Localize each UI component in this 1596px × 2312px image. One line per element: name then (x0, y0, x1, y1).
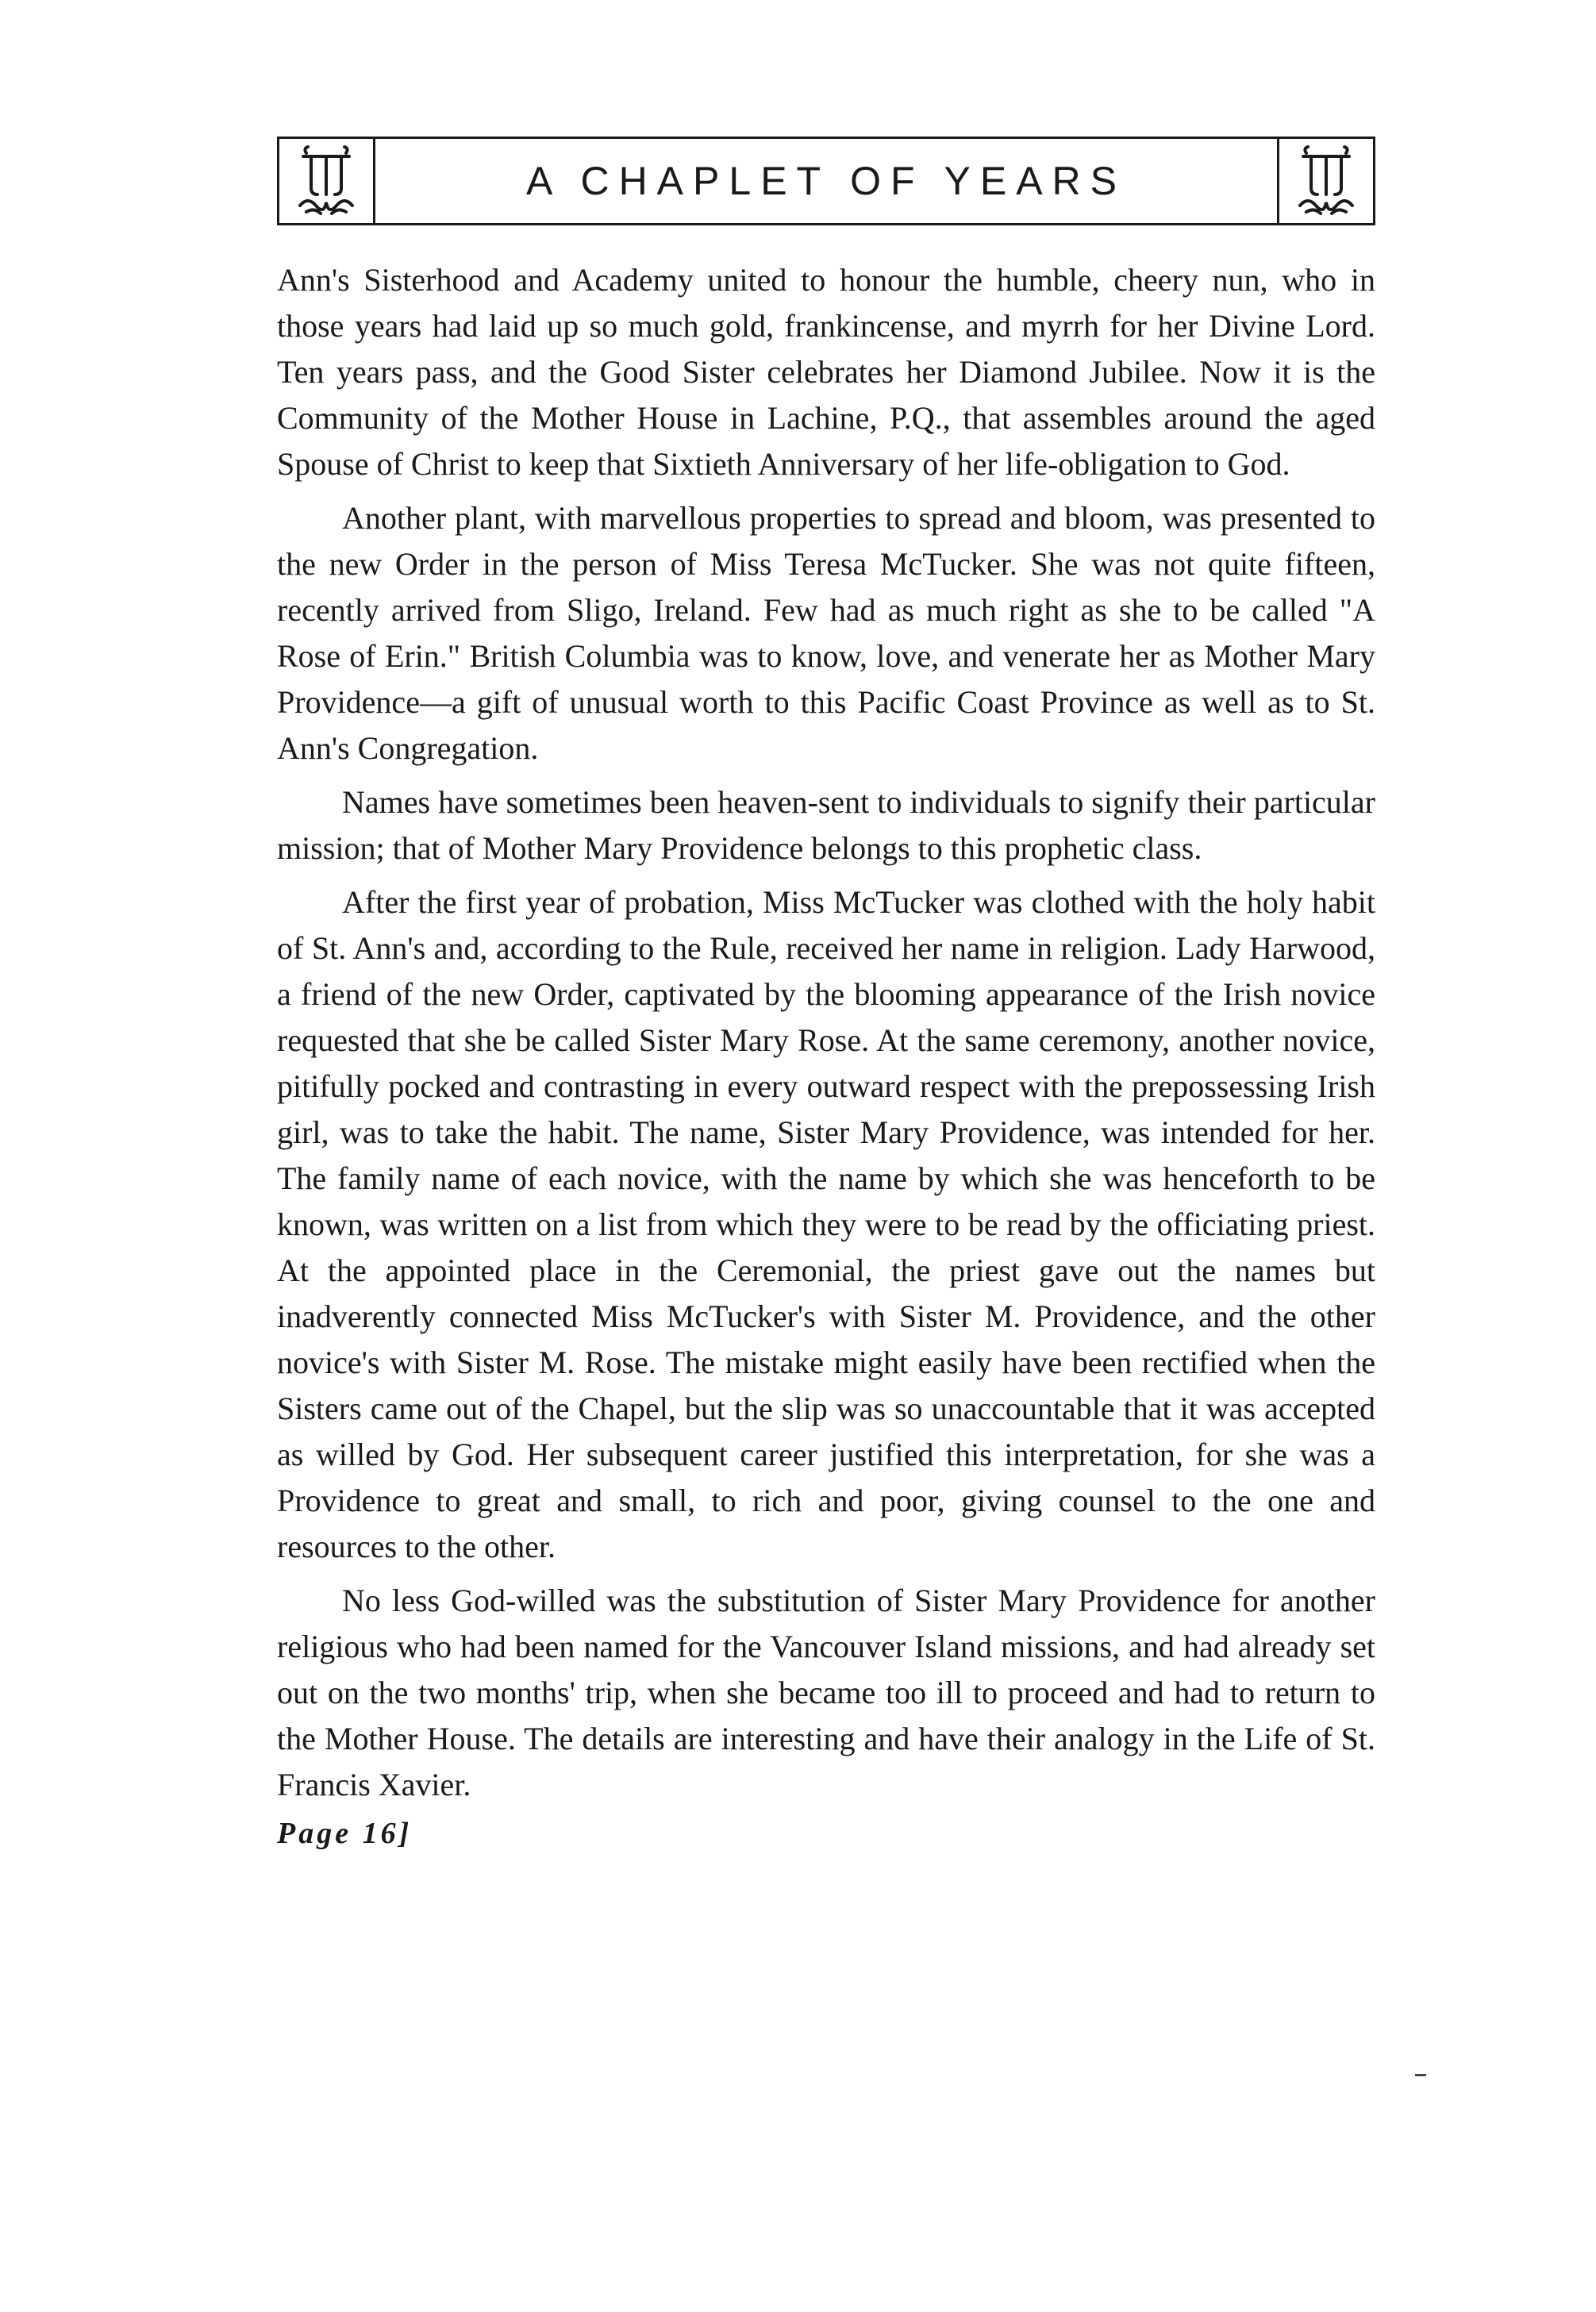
right-ornament-box (1277, 137, 1375, 225)
book-page (277, 137, 1375, 1851)
margin-dash (1415, 2074, 1426, 2076)
monogram-ornament-icon (1279, 139, 1373, 223)
body-text (277, 257, 1375, 1808)
running-head-title: A CHAPLET OF YEARS (525, 159, 1126, 203)
paragraph-5: No less God-willed was the substitution of Sister Mary Providence for another religious who had been named for the Vancouver Island missions, and had already set out on the two months' trip, when she became too ill to proceed and had to return to the Mother House. The details are interesting and have their analogy in the Life of St. Francis Xavier. (277, 1583, 1375, 1802)
paragraph-2: Another plant, with marvellous properties to spread and bloom, was presented to the new Order in the person of Miss Teresa McTucker. She was not quite fifteen, recently arrived from Sligo, Ireland. Few had as much right as she to be called "A Rose of Erin." British Columbia was to know, love, and venerate her as Mother Mary Providence—a gift of unusual worth to this Pacific Coast Province as well as to St. Ann's Congregation. (277, 500, 1375, 766)
page-number: Page 16] (277, 1817, 413, 1850)
paragraph-4: After the first year of probation, Miss McTucker was clothed with the holy habit of St. Ann's and, according to the Rule, received her name in religion. Lady Harwood, a friend of the new Order, captivated by the blooming appearance of the Irish novice requested that she be called Sister Mary Rose. At the same ceremony, another novice, pitifully pocked and contrasting in every outward respect with the prepossessing Irish girl, was to take the habit. The name, Sister Mary Providence, was intended for her. The family name of each novice, with the name by which she was henceforth to be known, was written on a list from which they were to be read by the officiating priest. At the appointed place in the Ceremonial, the priest gave out the names but inadverently connected Miss McTucker's with Sister M. Providence, and the other novice's with Sister M. Rose. The mistake might easily have been rectified when the Sisters came out of the Chapel, but the slip was so unaccountable that it was accepted as willed by God. Her subsequent career justified this interpretation, for she was a Providence to great and small, to rich and poor, giving counsel to the one and resources to the other. (277, 884, 1375, 1564)
running-head (277, 137, 1375, 225)
paragraph-1: Ann's Sisterhood and Academy united to honour the humble, cheery nun, who in those years had laid up so much gold, frankincense, and myrrh for her Divine Lord. Ten years pass, and the Good Sister celebrates her Diamond Jubilee. Now it is the Community of the Mother House in Lachine, P.Q., that assembles around the aged Spouse of Christ to keep that Sixtieth Anniversary of her life-obligation to God. (277, 262, 1375, 482)
monogram-ornament-icon (279, 139, 373, 223)
paragraph-3: Names have sometimes been heaven-sent to individuals to signify their particular mission; that of Mother Mary Providence belongs to this prophetic class. (277, 784, 1375, 866)
left-ornament-box (277, 137, 375, 225)
